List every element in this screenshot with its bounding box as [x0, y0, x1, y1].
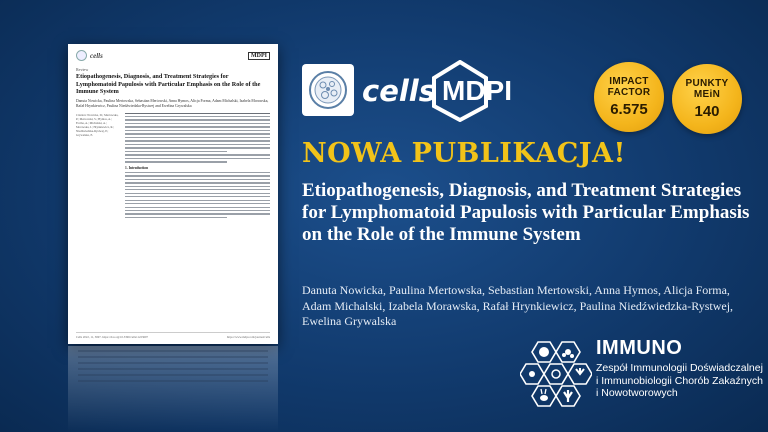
immuno-subtitle: Zespół Immunologii Doświadczalnej i Immunobiologii Chorób Zakaźnych i Nowotworowych	[596, 362, 763, 399]
impact-factor-badge: IMPACT FACTOR 6.575	[594, 62, 664, 132]
immuno-title: IMMUNO	[596, 337, 683, 359]
paper-type: Review	[76, 67, 89, 72]
antibody-icon	[576, 368, 584, 374]
paper-journal-logo: cells	[76, 50, 103, 61]
paper-section-heading: 1. Introduction	[125, 165, 149, 170]
paper-sidebar: Citation: Nowicka, D.; Mertowska, P.; Mertowski, S.; Hymos, A.; Forma, A.; Michalski, A.; Morawska, I.; Hrynkiewicz, R.; Niedźwiedzka-Rystwej, P.; Grywalska, E.	[76, 112, 119, 137]
mdpi-logo	[432, 60, 554, 122]
paper-publisher-logo: MDPI	[248, 52, 270, 60]
paper-footer: Cells 2022, 11, 3697. https://doi.org/10.3390/cells11223697 https://www.mdpi.com/journal/cells	[76, 332, 270, 339]
mdpi-wordmark: MDPI	[442, 75, 512, 106]
paper-thumbnail	[68, 44, 278, 344]
cells-icon	[76, 50, 87, 61]
cell-icon	[539, 347, 549, 357]
paper-text-body	[125, 113, 270, 221]
cells-logo	[302, 64, 354, 116]
rabbit-icon	[540, 395, 548, 401]
cells-icon	[307, 69, 349, 111]
cells-wordmark: cells	[362, 74, 437, 108]
immuno-logo-graphic	[520, 338, 592, 420]
headline: NOWA PUBLIKACJA!	[302, 138, 626, 169]
article-authors: Danuta Nowicka, Paulina Mertowska, Sebastian Mertowski, Anna Hymos, Alicja Forma, Adam Michalski, Izabela Morawska, Rafał Hrynkiewicz, Paulina Niedźwiedzka-Rystwej, Ewelina Grywalska	[302, 283, 734, 328]
impact-factor-value: 6.575	[610, 101, 648, 118]
paper-reflection	[68, 346, 278, 432]
punkty-value: 140	[694, 103, 720, 120]
punkty-mein-badge: PUNKTY MEiN 140	[672, 64, 742, 134]
paper-title: Etiopathogenesis, Diagnosis, and Treatment Strategies for Lymphomatoid Papulosis with Particular Emphasis on the Role of the Immune System	[76, 73, 261, 95]
paper-authors: Danuta Nowicka, Paulina Mertowska, Sebastian Mertowski, Anna Hymos, Alicja Forma, Adam Michalski, Izabela Morawska, Rafał Hrynkiewicz, Paulina Niedźwiedzka-Rystwej and Ewelina Grywalska	[76, 98, 269, 108]
article-title: Etiopathogenesis, Diagnosis, and Treatment Strategies for Lymphomatoid Papulosis with Particular Emphasis on the Role of the Immune System	[302, 180, 750, 245]
